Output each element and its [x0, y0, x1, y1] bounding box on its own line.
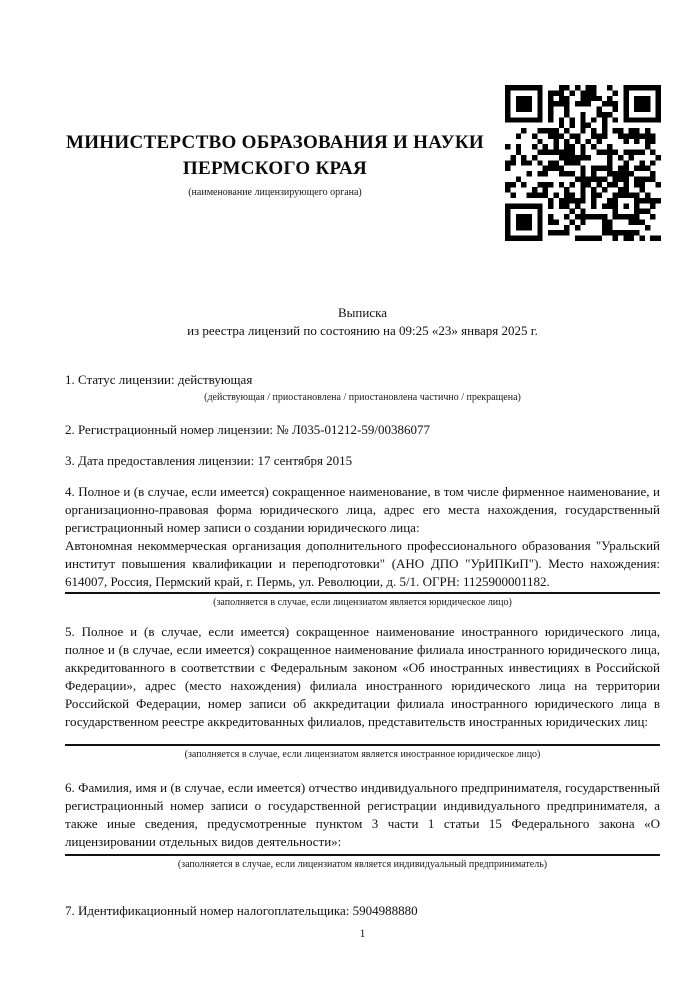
document-title-line2: из реестра лицензий по состоянию на 09:25 «23» января 2025 г. [187, 323, 538, 338]
item-legal-entity-caption: (заполняется в случае, если лицензиатом является юридическое лицо) [213, 597, 512, 608]
page-number: 1 [359, 926, 366, 940]
document-title-line1: Выписка [338, 305, 387, 320]
org-name-caption: (наименование лицензирующего органа) [188, 187, 362, 198]
item-registration-number: 2. Регистрационный номер лицензии: № Л035-01212-59/00386077 [65, 422, 431, 437]
item-license-status: 1. Статус лицензии: действующая [65, 372, 253, 387]
fill-line-foreign-entity [65, 744, 660, 746]
qr-code-icon [505, 85, 661, 241]
org-name-line1: МИНИСТЕРСТВО ОБРАЗОВАНИЯ И НАУКИ [65, 132, 485, 153]
item-foreign-entity-caption: (заполняется в случае, если лицензиатом является иностранное юридическое лицо) [184, 749, 541, 760]
org-name-line2: ПЕРМСКОГО КРАЯ [182, 158, 368, 179]
fill-line-legal-entity [65, 592, 660, 594]
item-individual-entrepreneur-heading: 6. Фамилия, имя и (в случае, если имеется) отчество индивидуального предпринимателя, государственный регистрационный номер записи о государственной регистрации индивидуального предпринимателя, а также иные сведения, предусмотренные пунктом 3 части 1 статьи 15 Федерального закона «О лицензировании отдельных видов деятельности»: [65, 780, 660, 849]
item-taxpayer-number: 7. Идентификационный номер налогоплательщика: 5904988880 [65, 903, 418, 918]
item-individual-entrepreneur-caption: (заполняется в случае, если лицензиатом является индивидуальный предприниматель) [177, 859, 548, 870]
item-grant-date: 3. Дата предоставления лицензии: 17 сентября 2015 [65, 453, 353, 468]
document-title [65, 304, 660, 340]
item-legal-entity-heading: 4. Полное и (в случае, если имеется) сокращенное наименование, в том числе фирменное наименование, и организационно-правовая форма юридического лица, адрес его места нахождения, государственный регистрационный номер записи о создании юридического лица: [65, 484, 660, 535]
item-legal-entity-value: Автономная некоммерческая организация дополнительного профессионального образования "Уральский институт повышения квалификации и переподготовки" (АНО ДПО "УрИПКиП"). Место нахождения: 614007, Россия, Пермский край, г. Пермь, ул. Революции, д. 5/1. ОГРН: 1125900001182. [65, 538, 660, 589]
fill-line-individual-entrepreneur [65, 854, 660, 856]
item-license-status-caption: (действующая / приостановлена / приостановлена частично / прекращена) [204, 392, 521, 403]
licensing-authority-header [63, 130, 487, 199]
document-body [65, 365, 660, 920]
item-foreign-entity-heading: 5. Полное и (в случае, если имеется) сокращенное наименование иностранного юридического лица, полное и (в случае, если имеется) сокращенное наименование филиала иностранного юридического лица, аккредитованного в соответствии с Федеральным законом «Об иностранных инвестициях в Российской Федерации», адрес (место нахождения) филиала иностранного юридического лица на территории Российской Федерации, номер записи об аккредитации филиала иностранного юридического лица в государственном реестре аккредитованных филиалов, представительств иностранных юридических лиц: [65, 624, 660, 729]
